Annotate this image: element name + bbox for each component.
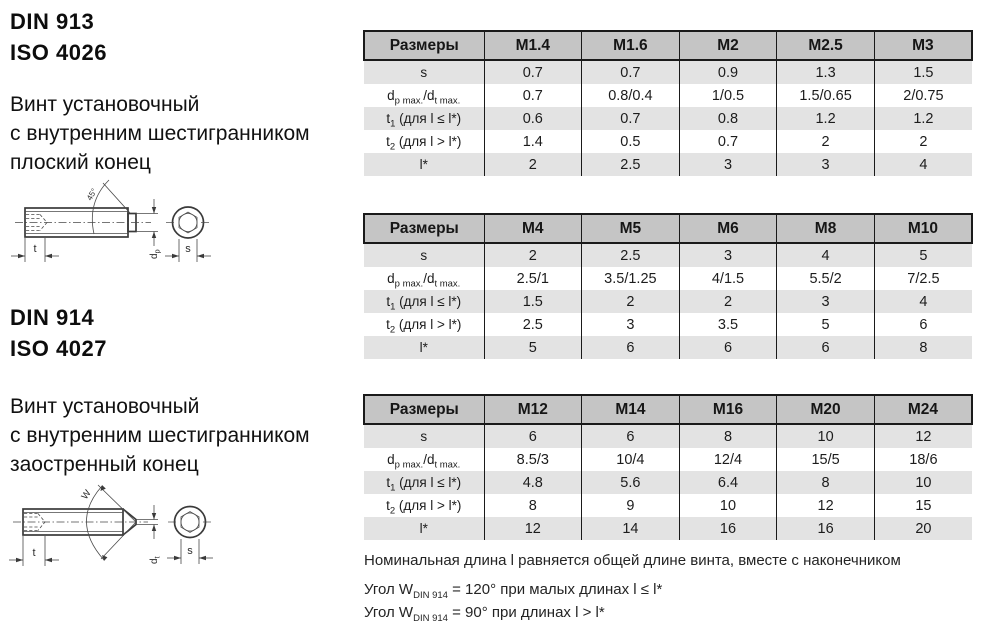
- row-label-cell: l*: [419, 157, 428, 172]
- value-cell: 0.7: [679, 130, 777, 153]
- value-cell: 3: [679, 243, 777, 267]
- value-cell: 3: [777, 153, 875, 176]
- value-cell: 8.5/3: [484, 448, 582, 471]
- value-cell: 0.7: [582, 60, 680, 84]
- value-cell: 0.8: [679, 107, 777, 130]
- value-cell: 6: [582, 424, 680, 448]
- row-label-cell: $d_{p max.}/d_{t max.}$: [387, 452, 461, 471]
- note-angle-90: Угол $W_{DIN 914} = 90^\circ$ при длинах l > l*: [364, 604, 605, 624]
- value-cell: 4: [777, 243, 875, 267]
- value-cell: 0.8/0.4: [582, 84, 680, 107]
- value-cell: 2.5: [582, 243, 680, 267]
- end-view: [165, 207, 211, 262]
- value-cell: 2.5: [484, 313, 582, 336]
- value-cell: 8: [679, 424, 777, 448]
- table-header-row: [364, 31, 972, 60]
- table-row: [364, 517, 972, 540]
- description-line: заостренный конец: [10, 453, 199, 476]
- table-row: [364, 494, 972, 517]
- note-nominal-length: Номинальная длина l равняется общей длине винта, вместе с наконечником: [364, 552, 901, 569]
- value-cell: 12/4: [679, 448, 777, 471]
- value-cell: 3: [777, 290, 875, 313]
- din913-standard: DIN 913: [10, 9, 95, 34]
- table-row: [364, 130, 972, 153]
- value-cell: 0.7: [582, 107, 680, 130]
- value-cell: 1.5: [484, 290, 582, 313]
- value-cell: 3: [679, 153, 777, 176]
- value-cell: 3.5/1.25: [582, 267, 680, 290]
- table-row: [364, 243, 972, 267]
- dim-label-s: s: [187, 545, 193, 557]
- value-cell: 2: [484, 243, 582, 267]
- value-cell: 4: [874, 153, 972, 176]
- table-row: [364, 153, 972, 176]
- dim-label-t: t: [32, 547, 36, 559]
- value-cell: 6: [484, 424, 582, 448]
- value-cell: 0.9: [679, 60, 777, 84]
- row-label-cell: l*: [419, 340, 428, 355]
- din914-standard: DIN 914: [10, 305, 95, 330]
- row-label-cell: $t_1$ (для l ≤ l*): [386, 475, 462, 494]
- value-cell: 4: [874, 290, 972, 313]
- side-view: [11, 180, 162, 262]
- flat-point-set-screw-drawing: [8, 172, 233, 268]
- value-cell: 15: [874, 494, 972, 517]
- header-cell-size: M2.5: [777, 31, 875, 60]
- value-cell: 10: [777, 424, 875, 448]
- value-cell: 5: [484, 336, 582, 359]
- value-cell: 3.5: [679, 313, 777, 336]
- header-cell-size: M10: [874, 214, 972, 243]
- header-cell-size: M1.6: [582, 31, 680, 60]
- dimension-table-m4-m10: [363, 213, 975, 359]
- din913-iso: ISO 4026: [10, 40, 107, 65]
- value-cell: 2: [679, 290, 777, 313]
- row-label-cell: s: [420, 65, 428, 80]
- table-header-row: [364, 395, 972, 424]
- cone-point-set-screw-drawing: [8, 478, 233, 592]
- value-cell: 6: [777, 336, 875, 359]
- dim-label-dp: $d_p$: [149, 249, 162, 259]
- table-row: [364, 448, 972, 471]
- table-row: [364, 60, 972, 84]
- value-cell: 14: [582, 517, 680, 540]
- din914-description: [10, 392, 310, 479]
- header-cell-size: M3: [874, 31, 972, 60]
- description-line: Винт установочный: [10, 93, 200, 116]
- header-cell-size: M2: [679, 31, 777, 60]
- dimension-table-m12-m24: [363, 394, 975, 540]
- value-cell: 16: [679, 517, 777, 540]
- value-cell: 2.5/1: [484, 267, 582, 290]
- description-line: с внутренним шестигранником: [10, 424, 310, 447]
- table-row: [364, 424, 972, 448]
- header-cell-size: M4: [484, 214, 582, 243]
- value-cell: 10: [679, 494, 777, 517]
- row-label-cell: $t_2$ (для l > l*): [386, 134, 462, 153]
- note-angle-120: Угол $W_{DIN 914} = 120^\circ$ при малых длинах l ≤ l*: [364, 581, 663, 601]
- value-cell: 16: [777, 517, 875, 540]
- header-cell-dimensions: Размеры: [364, 395, 484, 424]
- table-row: [364, 267, 972, 290]
- description-line: с внутренним шестигранником: [10, 122, 310, 145]
- value-cell: 20: [874, 517, 972, 540]
- dim-label-t: t: [33, 243, 37, 255]
- cone-angle-label: W: [79, 488, 94, 502]
- chamfer-angle-label: 45°: [84, 187, 99, 202]
- dim-label-s: s: [185, 243, 191, 255]
- header-cell-size: M12: [484, 395, 582, 424]
- header-cell-size: M6: [679, 214, 777, 243]
- value-cell: 4/1.5: [679, 267, 777, 290]
- value-cell: 2: [874, 130, 972, 153]
- side-view: [9, 485, 162, 566]
- dim-label-dt: $d_t$: [149, 556, 162, 564]
- value-cell: 10/4: [582, 448, 680, 471]
- value-cell: 2.5: [582, 153, 680, 176]
- value-cell: 6: [582, 336, 680, 359]
- header-cell-size: M1.4: [484, 31, 582, 60]
- value-cell: 2: [484, 153, 582, 176]
- table-row: [364, 290, 972, 313]
- value-cell: 0.5: [582, 130, 680, 153]
- value-cell: 1.5/0.65: [777, 84, 875, 107]
- header-cell-size: M16: [679, 395, 777, 424]
- value-cell: 9: [582, 494, 680, 517]
- value-cell: 8: [484, 494, 582, 517]
- value-cell: 2: [582, 290, 680, 313]
- table-row: [364, 471, 972, 494]
- value-cell: 0.7: [484, 84, 582, 107]
- header-cell-size: M5: [582, 214, 680, 243]
- row-label-cell: $t_1$ (для l ≤ l*): [386, 294, 462, 313]
- row-label-cell: $t_2$ (для l > l*): [386, 317, 462, 336]
- value-cell: 1.2: [777, 107, 875, 130]
- value-cell: 10: [874, 471, 972, 494]
- row-label-cell: s: [420, 248, 428, 263]
- description-line: плоский конец: [10, 151, 151, 174]
- value-cell: 5.6: [582, 471, 680, 494]
- value-cell: 6.4: [679, 471, 777, 494]
- din913-description: [10, 90, 310, 177]
- table-row: [364, 107, 972, 130]
- value-cell: 5: [777, 313, 875, 336]
- table-row: [364, 313, 972, 336]
- header-cell-size: M14: [582, 395, 680, 424]
- value-cell: 6: [874, 313, 972, 336]
- row-label-cell: $t_2$ (для l > l*): [386, 498, 462, 517]
- din914-heading: [10, 302, 107, 364]
- din913-heading: [10, 6, 107, 68]
- value-cell: 12: [874, 424, 972, 448]
- row-label-cell: $d_{p max.}/d_{t max.}$: [387, 271, 461, 290]
- value-cell: 8: [874, 336, 972, 359]
- value-cell: 2/0.75: [874, 84, 972, 107]
- row-label-cell: $d_{p max.}/d_{t max.}$: [387, 88, 461, 107]
- value-cell: 12: [484, 517, 582, 540]
- value-cell: 15/5: [777, 448, 875, 471]
- header-cell-size: M24: [874, 395, 972, 424]
- value-cell: 4.8: [484, 471, 582, 494]
- table-row: [364, 336, 972, 359]
- value-cell: 8: [777, 471, 875, 494]
- value-cell: 1/0.5: [679, 84, 777, 107]
- value-cell: 1.2: [874, 107, 972, 130]
- din914-iso: ISO 4027: [10, 336, 107, 361]
- header-cell-dimensions: Размеры: [364, 214, 484, 243]
- dimension-table-m1_4-m3: [363, 30, 975, 176]
- description-line: Винт установочный: [10, 395, 200, 418]
- value-cell: 5: [874, 243, 972, 267]
- value-cell: 12: [777, 494, 875, 517]
- value-cell: 18/6: [874, 448, 972, 471]
- value-cell: 0.7: [484, 60, 582, 84]
- value-cell: 0.6: [484, 107, 582, 130]
- value-cell: 6: [679, 336, 777, 359]
- value-cell: 2: [777, 130, 875, 153]
- header-cell-size: M20: [777, 395, 875, 424]
- header-cell-size: M8: [777, 214, 875, 243]
- row-label-cell: $t_1$ (для l ≤ l*): [386, 111, 462, 130]
- row-label-cell: s: [420, 429, 428, 444]
- value-cell: 1.3: [777, 60, 875, 84]
- header-cell-dimensions: Размеры: [364, 31, 484, 60]
- value-cell: 1.5: [874, 60, 972, 84]
- table-header-row: [364, 214, 972, 243]
- value-cell: 3: [582, 313, 680, 336]
- row-label-cell: l*: [419, 521, 428, 536]
- value-cell: 5.5/2: [777, 267, 875, 290]
- table-row: [364, 84, 972, 107]
- value-cell: 7/2.5: [874, 267, 972, 290]
- value-cell: 1.4: [484, 130, 582, 153]
- end-view: [167, 507, 213, 565]
